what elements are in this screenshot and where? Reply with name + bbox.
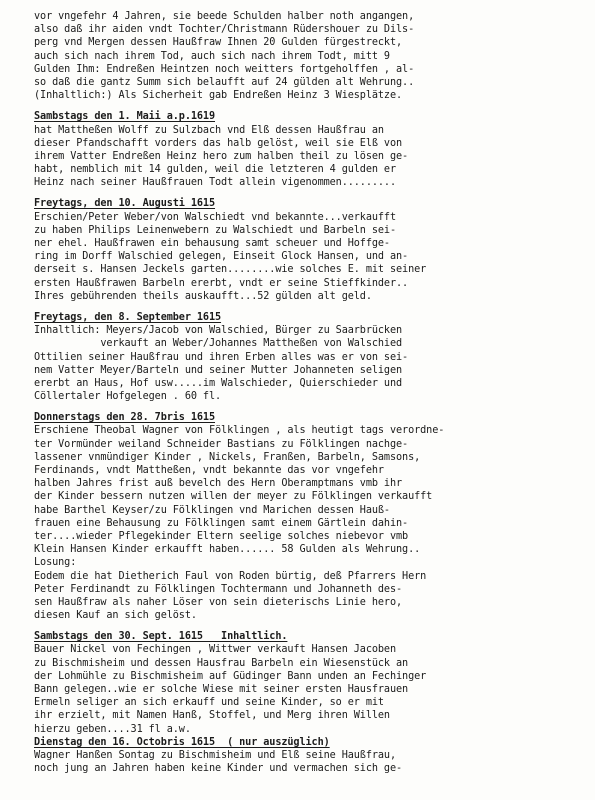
entry-date-heading: Donnerstags den 28. 7bris 1615 — [34, 412, 216, 424]
text-line: noch jung an Jahren haben keine Kinder und vermachen sich ge- — [34, 763, 403, 775]
entry-block — [34, 197, 584, 303]
typewritten-transcript — [34, 10, 584, 775]
text-line: Cöllertaler Hofgelegen . 60 fl. — [34, 391, 222, 403]
entry-block — [34, 311, 584, 403]
text-line: diesen Kauf an sich gelöst. — [34, 610, 197, 622]
entry-date-heading: Sambstags den 30. Sept. 1615 Inhaltlich. — [34, 631, 288, 643]
entry-block — [34, 630, 584, 775]
text-line: verkauft an Weber/Johannes Mattheßen von Walschied — [34, 338, 403, 350]
text-line: Bann gelegen..wie er solche Wiese mit seiner ersten Hausfrauen — [34, 684, 409, 695]
entry-block — [34, 411, 584, 622]
text-line: Ottilien seiner Haußfrau und ihren Erben alles was er von sei- — [34, 351, 409, 363]
text-line: ring im Dorff Walschied gelegen, Einseit Glock Hansen, und an- — [34, 251, 409, 263]
text-line: habe Barthel Keyser/zu Fölklingen vnd Marichen dessen Hauß- — [34, 504, 390, 516]
text-line: Heinz nach seiner Haußfrauen Todt allein vigenommen......... — [34, 177, 397, 189]
text-line: ihr erzielt, mit Namen Hanß, Stoffel, und Merg ihren Willen — [34, 710, 390, 722]
text-line: ihrem Vatter Endreßen Heinz hero zum halben theil zu lösen ge- — [34, 150, 409, 162]
text-line: auch sich nach ihrem Tod, auch sich nach ihrem Todt, mitt 9 — [34, 50, 390, 62]
text-line: Klein Hansen Kinder erkaufft haben...... 58 Gulden als Wehrung.. — [34, 544, 421, 556]
text-line: also daß ihr aiden vndt Tochter/Christmann Rüdershouer zu Dils- — [34, 24, 415, 36]
text-line: vor vngefehr 4 Jahren, sie beede Schulden halber noth angangen, — [34, 11, 415, 22]
text-line: Ermeln seliger an sich erkauff und seine Kinder, so er mit — [34, 697, 384, 709]
text-line: Peter Ferdinandt zu Fölklingen Tochtermann und Johanneth des- — [34, 583, 403, 595]
text-line: Ferdinands, vndt Mattheßen, vndt bekannte das vor vngefehr — [34, 465, 384, 476]
text-line: ner ehel. Haußfrawen ein behausung samt scheuer und Hoffge- — [34, 238, 390, 249]
text-line: Ihres gebührenden theils auskaufft...52 gülden alt geld. — [34, 290, 372, 302]
text-line: Inhaltlich: Meyers/Jacob von Walschied, Bürger zu Saarbrücken — [34, 325, 403, 337]
text-line: sen Haußfraw als naher Löser von sein dieterischs Linie hero, — [34, 596, 403, 608]
text-line: zu haben Philips Leinenwebern zu Walschiedt und Barbeln sei- — [34, 224, 397, 236]
text-line: lassener vnmündiger Kinder , Nickels, Franßen, Barbeln, Samsons, — [34, 451, 421, 463]
text-line: ter Vormünder weiland Schneider Bastians zu Fölklingen nachge- — [34, 438, 409, 450]
entry-gap — [34, 102, 584, 110]
text-line: habt, nemblich mit 14 gulden, weil die letzteren 4 gulden er — [34, 164, 397, 176]
text-line: der Lohmühle zu Bischmisheim auf Güdinger Bann unden an Fechinger — [34, 670, 427, 682]
entry-date-heading: Freytags, den 10. Augusti 1615 — [34, 198, 216, 210]
entry-block — [34, 10, 584, 102]
text-line: frauen eine Behausung zu Fölklingen samt einem Gärtlein dahin- — [34, 517, 409, 529]
text-line: dieser Pfandschafft vorders das halb gelöst, weil sie Elß von — [34, 137, 403, 149]
text-line: so daß die gantz Summ sich belaufft auf 24 gülden alt Wehrung.. — [34, 76, 415, 88]
text-line: Bauer Nickel von Fechingen , Wittwer verkauft Hansen Jacoben — [34, 644, 397, 656]
text-line: der Kinder bessern nutzen willen der meyer zu Fölklingen verkaufft — [34, 491, 433, 503]
text-line: Erschien/Peter Weber/von Walschiedt vnd bekannte...verkaufft — [34, 211, 397, 223]
text-line: hierzu geben....31 fl a.w. — [34, 723, 191, 735]
text-line: Eodem die hat Dietherich Faul von Roden bürtig, deß Pfarrers Hern — [34, 570, 427, 582]
text-line: ter....wieder Pflegekinder Eltern seelige solches niebevor vmb — [34, 530, 409, 542]
text-line: Gulden Ihm: Endreßen Heintzen noch weitters fortgeholffen , al- — [34, 63, 415, 75]
text-line: perg vnd Mergen dessen Haußfraw Ihnen 20 Gulden fürgestreckt, — [34, 37, 403, 49]
entry-gap — [34, 403, 584, 411]
text-line: nem Vatter Meyer/Barteln und seiner Mutter Johanneten seligen — [34, 364, 403, 376]
text-line: ersten Haußfrawen Barbeln ererbt, vndt er seine Stieffkinder.. — [34, 277, 409, 289]
text-line: Losung: — [34, 557, 77, 569]
text-line: ererbt an Haus, Hof usw.....im Walschieder, Quierschieder und — [34, 377, 403, 389]
text-line: zu Bischmisheim und dessen Hausfrau Barbeln ein Wiesenstück an — [34, 657, 409, 669]
text-line: halben Jahres frist auß bevelch des Hern Oberamptmans vmb ihr — [34, 478, 403, 490]
text-line: Erschiene Theobal Wagner von Fölklingen , als heutigt tags verordne- — [34, 425, 445, 437]
entry-gap — [34, 622, 584, 630]
entry-block — [34, 110, 584, 189]
text-line: derseit s. Hansen Jeckels garten........wie solches E. mit seiner — [34, 264, 427, 276]
text-line: hat Mattheßen Wolff zu Sulzbach vnd Elß dessen Haußfrau an — [34, 124, 384, 136]
entry-gap — [34, 303, 584, 311]
entry-gap — [34, 189, 584, 197]
entry-date-heading: Dienstag den 16. Octobris 1615 ( nur auszüglich) — [34, 736, 330, 748]
entry-date-heading: Freytags, den 8. September 1615 — [34, 311, 222, 323]
text-line: (Inhaltlich:) Als Sicherheit gab Endreßen Heinz 3 Wiesplätze. — [34, 90, 403, 102]
entry-date-heading: Sambstags den 1. Maii a.p.1619 — [34, 111, 216, 123]
text-line: Wagner Hanßen Sontag zu Bischmisheim und Elß seine Haußfrau, — [34, 749, 397, 761]
